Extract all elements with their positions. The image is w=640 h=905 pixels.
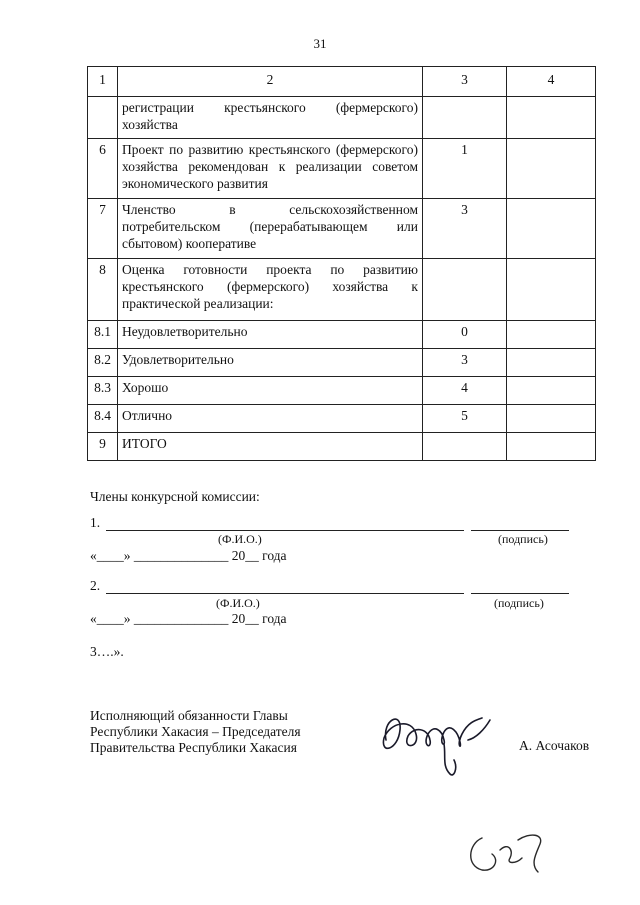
signatory-position: [90, 708, 301, 756]
row-number: 6: [88, 139, 118, 199]
row-col4: [507, 405, 596, 433]
member-1-date-line: «____» ______________ 20__ года: [90, 548, 287, 563]
table-row: [88, 321, 596, 349]
row-criterion: Удовлетворительно: [118, 349, 423, 377]
table-row: [88, 405, 596, 433]
header-cell: 2: [118, 67, 423, 97]
row-criterion: ИТОГО: [118, 433, 423, 461]
row-col4: [507, 349, 596, 377]
row-number: 8.1: [88, 321, 118, 349]
row-number: 8.4: [88, 405, 118, 433]
member-2-signature-line: [471, 578, 569, 594]
member-1-signature-line: [471, 515, 569, 531]
row-criterion: Оценка готовности проекта по развитию крестьянского (фермерского) хозяйства к практической реализации:: [118, 259, 423, 321]
row-col4: [507, 139, 596, 199]
member-3-line: 3….».: [90, 644, 124, 659]
row-score: 3: [423, 199, 507, 259]
row-score: [423, 259, 507, 321]
table-row: [88, 377, 596, 405]
criteria-table: [87, 66, 596, 461]
row-score: 4: [423, 377, 507, 405]
row-number: 7: [88, 199, 118, 259]
row-criterion: регистрации крестьянского (фермерского) хозяйства: [118, 97, 423, 139]
row-number: 8: [88, 259, 118, 321]
row-number: 8.3: [88, 377, 118, 405]
commission-heading: Члены конкурсной комиссии:: [90, 489, 260, 504]
row-criterion: Хорошо: [118, 377, 423, 405]
row-score: 1: [423, 139, 507, 199]
signatory-name: А. Асочаков: [519, 738, 590, 753]
row-criterion: Проект по развитию крестьянского (фермерского) хозяйства рекомендован к реализации советом экономического развития: [118, 139, 423, 199]
member-1-number: 1.: [90, 515, 101, 530]
handwritten-signature: [372, 700, 502, 790]
row-number: 9: [88, 433, 118, 461]
row-criterion: Неудовлетворительно: [118, 321, 423, 349]
row-score: [423, 97, 507, 139]
table-row: [88, 349, 596, 377]
header-cell: 3: [423, 67, 507, 97]
row-col4: [507, 199, 596, 259]
table-row: [88, 259, 596, 321]
row-score: 3: [423, 349, 507, 377]
row-score: [423, 433, 507, 461]
member-1-name-line: [106, 515, 464, 531]
member-2-date-line: «____» ______________ 20__ года: [90, 611, 287, 626]
position-line: Республики Хакасия – Председателя: [90, 724, 301, 739]
row-criterion: Членство в сельскохозяйственном потребительском (перерабатывающем или сбытовом) кооперативе: [118, 199, 423, 259]
member-2-name-line: [106, 578, 464, 594]
row-col4: [507, 97, 596, 139]
table-row: [88, 97, 596, 139]
page-number: 31: [313, 36, 327, 51]
table-row: [88, 433, 596, 461]
row-col4: [507, 321, 596, 349]
member-2-fio-label: (Ф.И.О.): [216, 596, 260, 610]
row-criterion: Отлично: [118, 405, 423, 433]
initials-mark: [460, 820, 560, 880]
member-2-number: 2.: [90, 578, 101, 593]
member-1-signature-label: (подпись): [498, 532, 548, 546]
header-cell: 1: [88, 67, 118, 97]
row-number: [88, 97, 118, 139]
table-header-row: [88, 67, 596, 97]
row-score: 0: [423, 321, 507, 349]
row-score: 5: [423, 405, 507, 433]
row-number: 8.2: [88, 349, 118, 377]
row-col4: [507, 377, 596, 405]
member-2-signature-label: (подпись): [494, 596, 544, 610]
member-1-fio-label: (Ф.И.О.): [218, 532, 262, 546]
row-col4: [507, 433, 596, 461]
header-cell: 4: [507, 67, 596, 97]
table-row: [88, 139, 596, 199]
position-line: Исполняющий обязанности Главы: [90, 708, 288, 723]
table-row: [88, 199, 596, 259]
position-line: Правительства Республики Хакасия: [90, 740, 297, 755]
row-col4: [507, 259, 596, 321]
